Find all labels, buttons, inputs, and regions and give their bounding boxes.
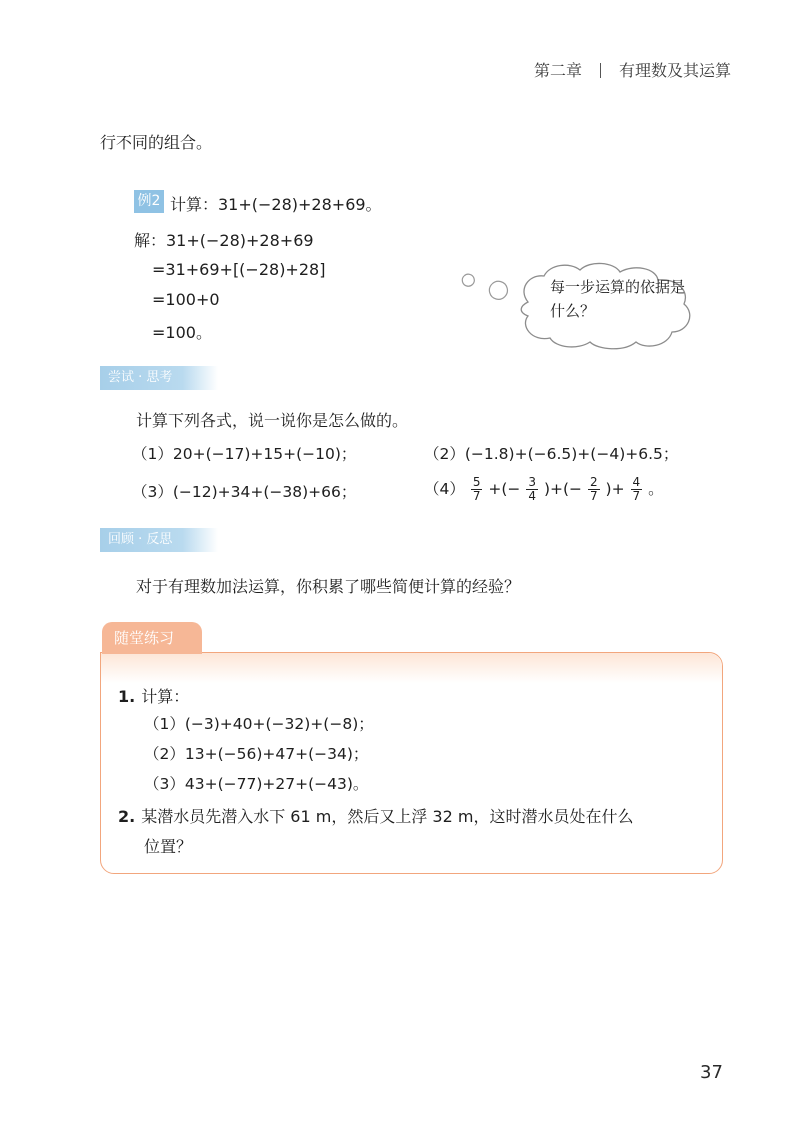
example-question: 计算：31+(−28)+28+69。 — [170, 195, 382, 214]
try-item-1: （1）20+(−17)+15+(−10)； — [132, 445, 357, 463]
try-item-3: （3）(−12)+34+(−38)+66； — [132, 483, 357, 501]
continuation-text: 行不同的组合。 — [100, 133, 213, 152]
item4-label: （4） — [424, 480, 465, 498]
item4-end: 。 — [648, 480, 664, 498]
fraction: $\frac{3}{4}$ — [528, 475, 536, 503]
q2-text: 某潜水员先潜入水下 61 m，然后又上浮 32 m，这时潜水员处在什么 — [141, 807, 634, 826]
practice-q1-item-1: （1）(−3)+40+(−32)+(−8)； — [144, 715, 374, 733]
q2-number: 2. — [118, 807, 136, 826]
solution-line-2: =31+69+[(−28)+28] — [152, 260, 326, 279]
practice-tab: 随堂练习 — [102, 622, 202, 654]
solution-line-3: =100+0 — [152, 290, 220, 309]
practice-q1-item-3: （3）43+(−77)+27+(−43)。 — [144, 775, 369, 793]
practice-q1 — [118, 684, 189, 707]
fraction: $\frac{5}{7}$ — [472, 475, 481, 503]
practice-q2 — [118, 804, 633, 827]
example-tag: 例2 — [134, 190, 164, 213]
running-header — [534, 58, 731, 81]
practice-q1-item-2: （2）13+(−56)+47+(−34)； — [144, 745, 369, 763]
chapter-label: 第二章 — [534, 61, 583, 80]
try-intro: 计算下列各式，说一说你是怎么做的。 — [136, 411, 409, 430]
header-divider — [600, 63, 601, 78]
chapter-title: 有理数及其运算 — [619, 61, 732, 80]
fraction: $\frac{2}{7}$ — [589, 475, 598, 503]
item4-operator: +(− — [488, 480, 521, 498]
q1-number: 1. — [118, 687, 136, 706]
try-item-4 — [424, 476, 664, 503]
item4-operator: )+(− — [543, 480, 583, 498]
solution-line-1: 解：31+(−28)+28+69 — [134, 231, 314, 250]
section-tag-try-think: 尝试 · 思考 — [100, 366, 218, 390]
q1-text: 计算： — [141, 687, 190, 706]
try-item-2: （2）(−1.8)+(−6.5)+(−4)+6.5； — [424, 445, 679, 463]
review-question: 对于有理数加法运算，你积累了哪些简便计算的经验？ — [136, 577, 521, 596]
section-tag-review: 回顾 · 反思 — [100, 528, 218, 552]
thought-bubble-text: 每一步运算的依据是什么？ — [550, 278, 686, 320]
practice-q2-line-2: 位置？ — [144, 837, 193, 856]
solution-line-4: =100。 — [152, 323, 212, 342]
fraction: $\frac{4}{7}$ — [632, 475, 641, 503]
item4-operator: )+ — [605, 480, 625, 498]
page-number: 37 — [700, 1062, 723, 1083]
